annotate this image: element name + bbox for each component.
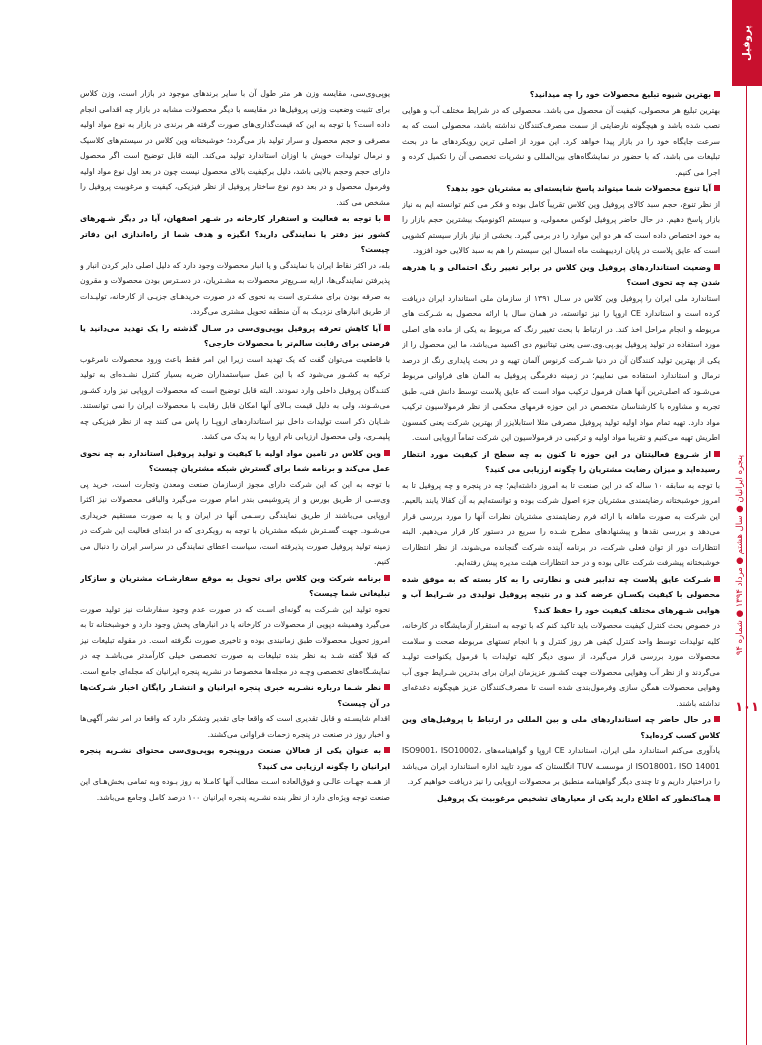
- question: [402, 712, 720, 743]
- answer-text: با قاطعیت می‌توان گفت که یک تهدید است زیرا این امر فقط باعث ورود محصولات نامرغوب ترکیه به کشـور می‌شود که با این عمل سیاستمداران ضربه بسیار کنترل نشـده‌ای به تولید کننـدگان پروفیل داخلی وارد نمودند. البته قابل توضیح است که محصولات اروپایی نیز وارد کشـور می‌شـوند، ولی به دلیل قیمت بـالای آنها امکان قابل رقابت با محصولات ایران را نمی توانستند. شـایان ذکر است تولیدات داخل نیز استانداردهای اروپـا را پاس می کنند چه از نظر فیزیکی چه پلیمـری، ولی محصول ارزیابی نام اروپا را به یدک می کشد.: [80, 354, 390, 441]
- question: [80, 321, 390, 352]
- section-tab-label: پروفیل: [741, 25, 753, 61]
- question: [402, 447, 720, 478]
- bullet-square-icon: [384, 215, 390, 221]
- bullet-square-icon: [714, 185, 720, 191]
- question-text: آیا تنوع محصولات شما میتواند پاسخ شایسته‌ای به مشتریان خود بدهد؟: [446, 184, 711, 193]
- question-text: از شـروع فعالیتتان در این حوزه تا کنون به چه سطح از کیفیت مورد انتظار رسیده‌اید و میزان رضایت مشتریان را چگونه ارزیابی می کنید؟: [402, 449, 720, 474]
- qa-block: [402, 447, 720, 571]
- question-text: شـرکت عایق پلاست چه تدابیر فنی و نظارتی را به کار بسته که به موفق شده محصولی با کیفیت یکسـان عرضه کند و در نتیجه پروفیل تولیدی در شـرایط آب و هوایی شـهرهای مختلف کیفیت خود را حفظ کند؟: [402, 574, 720, 615]
- answer-text: در خصوص بحث کنترل کیفیت محصولات باید تاکید کنم که با توجه به استقرار آزمایشگاه در کارخانه، کلیه تولیدات توسط واحد کنترل کیفی هر روز کنترل و با انجام تستهای مربوطه صحت و سلامت محصولات مورد بررسی قرار می‌گیرد، از سوی دیگر کلیه تولیدات با فرمول یکنواخت تولیـد می‌گردند و از نظر آب وهوایی محصولات جهت کشـور عزیزمان ایران برای بدترین شـرایط جوی آب وهوایی محصولات همگن سازی وفرمول‌بندی شده است تا مصرف‌کنندگان عزیز هیچگونه دغدغه‌ای نداشته باشند.: [402, 621, 720, 708]
- answer-text: از نظر تنوع، حجم سبد کالای پروفیل وین کلاس تقریباً کامل بوده و فکر می کنم توانسته ایم به نیاز بازار پاسخ دهیم. در حال حاضر پروفیل لوکس معمولی، و سیستم اکونومیک بیشترین حجم بازار را به خود اختصاص داده است که هر دو این موارد را در برمی گیرد. بخشی از نیاز بازار سیستم کشویی است که عایق پلاست در پایان اردیبهشت ماه امسال این سیستم را هم به سبد کالایی خود افزود.: [402, 199, 720, 255]
- answer-text: با توجه به این که این شرکت دارای مجوز ازسازمان صنعت ومعدن وتجارت است، خرید پی وی‌سـی از طریق بورس و از پتروشیمی بندر امام صورت می‌گیرد والباقی محصولات نیز اکثرا اروپایی می‌باشند از طریق نمایندگی رسـمی آنها در ایران و یا به صورت مستقیم خریداری می‌شـود. جهت گسـترش شبکه مشتریان با توجه به رویکردی که در ابتدای فعالیت این شرکت در زمینه تولید پروفیل صورت پذیرفته است، سیاست اعطای نمایندگی در سراسر ایران را دنبال می کنیم.: [80, 479, 390, 566]
- qa-block: [80, 211, 390, 320]
- question-text: هماکنطور که اطلاع دارید یکی از معیارهای تشخیص مرغوبیت یک پروفیل: [436, 793, 711, 803]
- question-text: وضعیت استانداردهای پروفیل وین کلاس در برابر تغییر رنگ احتمالی و یا هدرهه شدن چه چه تحوی است؟: [402, 262, 720, 287]
- question: [80, 446, 390, 477]
- question-text: با توجه به فعالیت و استقرار کارخانه در شـهر اصفهان، آیا در دیگر شـهرهای کشور نیز دفتر یا نمایندگی دارید؟ انگیزه و هدف شما از راه‌اندازی این دفاتر چیست؟: [80, 214, 390, 254]
- question-text: در حال حاضر چه استانداردهای ملی و بین المللی در ارتباط با پروفیل‌های وین کلاس کسب کرده‌اید؟: [402, 715, 720, 740]
- question-text: برنامه شرکت وین کلاس برای تحویل به موقع سفارشـات مشتریان و سازکار تبلیغاتی شما چیست؟: [80, 573, 390, 598]
- bullet-square-icon: [714, 264, 720, 270]
- question: [80, 571, 390, 602]
- answer-text: بله، در اکثر نقاط ایران با نمایندگی و یا انبار محصولات وجود دارد که دلیل اصلی دایر کردن انبار و پذیرفتن نمایندگی‌ها، ارایه سـریع‌تر محصولات به مشـتریان، در دسـترس بودن محصولات و مقرون به صرفه بودن برای مشـتری است به نحوی که در صورت خرید‌هـای جزیـی از کارخانه، تولیـدات از طریق انبارهای نزدیـک به آن منطقه تحویل مشتری می‌گردد.: [80, 260, 390, 316]
- qa-block: [80, 321, 390, 445]
- question-text: به عنوان یکی از فعالان صنعت درو‌پنجره یوپی‌وی‌سی محتوای نشـریه پنجره ایرانیان را چگونه ارزیابی می کنید؟: [80, 746, 390, 771]
- bullet-square-icon: [714, 576, 720, 582]
- qa-block: [402, 87, 720, 180]
- bullet-square-icon: [384, 450, 390, 456]
- answer-text: یوپی‌وی‌سی، مقایسه وزن هر متر طول آن با سایر برندهای موجود در بازار است، وزن کلاس برای تثبیت وضعیت وزنی پروفیل‌ها در مقایسه با دیگر محصولات مشابه در بازار چه اقدامی انجام داده است؟ با توجه به این که قیمت‌گذاری‌های صورت گرفته هر برندی در بازار به نوع مواد اولیه مصرفی و حجم محصول و سرار تولید باز می‌گردد؛ خوشبختانه وین کلاس در سیستم‌های کلاسیک و نرمال تولیدات خویش با اوزان استاندارد تولید می‌کند. البته قابل توضیح است اگر محصول دارای حجم وحجم بالایی باشد، دلیل برکیفیت بالای محصول نیست چون در بعد اول نوع مواد اولیه وفرمول محصول و در بعد دوم نوع ساختار پروفیل از نظر فیزیکی، کیفیت و مرغوبیت پروفیل را مشخص می کند.: [80, 89, 390, 207]
- qa-block: [402, 260, 720, 446]
- answer-text: بهترین تبلیغ هر محصولی، کیفیت آن محصول می باشد. محصولی که در شرایط مختلف آب و هوایی نصب شده باشد و هیچگونه نارضایتی از سمت مصرف‌کنندگان نداشته باشد، محصولی است که به سرعت جایگاه خود را در بازار پیدا خواهد کرد. این مورد از اصلی ترین رویکردهای ما در بحث تبلیغات می باشد، که با حضور در نمایشگاه‌های بین‌المللی و نشریات تخصصی آن را تکمیل کرده و اجرا می کنیم.: [402, 105, 720, 177]
- question-text: وین کلاس در تامین مواد اولیه با کیفیت و تولید پروفیل استاندارد به چه نحوی عمل می‌کند و برنامه شما برای گسترش شبکه مشتریان چیست؟: [80, 448, 390, 473]
- page-number: ۱۰۱: [735, 700, 759, 715]
- article-column-left: [80, 86, 390, 1021]
- answer-text: نحوه تولید این شـرکت به گونه‌ای اسـت که در صورت عدم وجود سفارشات نیز تولید صورت می‌گیرد وهمیشه دپویی از محصولات در کارخانه یا در انبارهای پخش وجود دارد و خوشبختانه تا به امروز تحویل محصولات طبق زمانبندی بوده و تاخیری صورت نگرفته است. در مقوله تبلیغات نیز که قبلا گفته شـد به نظر بنده تبلیغات به صورت تخصصی خیلی کارآمدتر می‌باشـد چه در نمایشـگاه‌های تخصصی وچـه در مجله‌ها مخصوصا در نشریه پنجره ایرانیان که مجله‌ای جامع است.: [80, 604, 390, 676]
- issue-info: پنجره ایرانیان ● سال هشتم ● مرداد ۱۳۹۴ ● شماره ۹۴: [735, 454, 745, 656]
- bullet-square-icon: [714, 451, 720, 457]
- question-text: آیا کاهش تعرفه پروفیل یوپی‌وی‌سی در سـال گذشته را یک تهدید می‌دانید یا فرصتی برای رقابت سالم‌تر با محصولات خارجی؟: [80, 323, 390, 348]
- qa-block: [80, 571, 390, 680]
- bullet-square-icon: [384, 684, 390, 690]
- section-tab: [732, 0, 762, 86]
- question: [80, 211, 390, 258]
- qa-block: [80, 743, 390, 805]
- question: [80, 680, 390, 711]
- qa-block: [402, 572, 720, 712]
- bullet-square-icon: [384, 575, 390, 581]
- qa-block: [80, 446, 390, 570]
- answer-text: از همـه جهـات عالـی و فوق‌العاده اسـت مطالب آنها کامـلا به روز بـوده وبه تمامی بخش‌هـای این صنعت توجه ویژه‌ای دارد از نظر بنده نشـریه پنجره ایرانیان ۱۰۰ درصد کامل وجامع می‌باشد.: [80, 777, 390, 802]
- question: [402, 87, 720, 103]
- bullet-square-icon: [384, 325, 390, 331]
- margin-rule: [746, 86, 747, 1045]
- answer-text: اقدام شایسـته و قابل تقدیری است که واقعا جای تقدیر وتشکر دارد که واقعا در امر نشر آگهی‌ها و اخبار روز در صنعت در پنجره زحمات فراوانی می‌کشند.: [80, 714, 390, 739]
- question: [402, 791, 720, 807]
- answer-text: با توجه به سابقه ۱۰ ساله که در این صنعت تا به امروز داشته‌ایم؛ چه در پنجره و چه پروفیل تا به امروز خوشبختانه رضایتمندی مشتریان جزء اصول شرکت بوده و توانسته‌ایم به آن کفالا یابند بالعیم. این شرکت به صورت ماهانه با ارائه فرم رضایتمندی مشتریان نظرات آنها را مورد بررسی قرار می‌دهد و بررسی نقدها و پیشنهادهای مطرح شـده را سریع در دستور کار قرار می‌دهیم. البته انتظارات دور از توان فعلی شرکت، در برنامه آینده شرکت گنجانده می‌شوند، از نظر انتظارات خوشبختانه پیشرفت شرکت عالی بوده و در حد انتظارات هیئت مدیره پیش رفته‌ایم.: [402, 480, 720, 567]
- answer-text: استاندارد ملی ایران را پروفیل وین کلاس در سـال ۱۳۹۱ از سازمان ملی استاندارد ایران دریافت کرده است و استاندارد CE اروپا را نیز توانسته، در همان سال با ارائه محصول به شـرکت های مربوطه و انجام مراحل اخذ کند. در ارتباط با بحث تغییر رنگ که مربوط به یکی از ماده های اصلی مورد استفاده در تولید پروفیل یو.پی.وی.سی یعنی تیتانیوم دی اکسید می‌باشد، ما این محصول را از یکی از بهترین تولید کنندگان آن در دنیا شـرکت کرنوس آلمان تهیه و در بحث پایداری رنگ از درصد نرمال و استاندارد استفاده می نماییم؛ در زمینه دفرمگی پروفیل به المان های فراوانی مربوط می‌شـود که اصلی‌ترین آنها همان فرمول ترکیب مواد است که عایق پلاست توسط دانش فنی، طبق تجربه و مشاوره با کارشناسان متخصص در این حوزه فرمهای محکمی از نظر فرمولاسیون ترکیب مواد دارد. تهیه تمام مواد اولیه تولید پروفیل مصرفی مثلا استابلایزر از بهترین شرکت یعنی کمسون اطریش تهیه می‌کنیم و تقریبا مواد اولیه و ترکیبی در فرمولاسیون این شرکت تماماً اروپایی است.: [402, 293, 720, 442]
- qa-block: [80, 680, 390, 742]
- question: [402, 572, 720, 619]
- article-column-right: [402, 86, 720, 1021]
- qa-block: [402, 712, 720, 790]
- bullet-square-icon: [714, 716, 720, 722]
- question: [402, 260, 720, 291]
- qa-block: [402, 791, 720, 807]
- question: [80, 743, 390, 774]
- qa-block: [402, 181, 720, 259]
- qa-block: [80, 86, 390, 210]
- bullet-square-icon: [714, 91, 720, 97]
- answer-text: یادآوری می‌کنم استاندارد ملی ایران، استاندارد CE اروپا و گواهینامه‌های ISO9001، ISO10002، ISO18001، ISO 14001 از موسسـه TUV انگلستان که مورد تایید اداره استاندارد ایران می‌باشد را دراختیار داریم و تا چندی دیگر گواهینامه منطبق بر محصولات اروپایی را نیز دریافت خواهیم کرد.: [402, 746, 720, 786]
- bullet-square-icon: [714, 795, 720, 801]
- question-text: بهترین شیوه تبلیغ محصولات خود را چه میدانید؟: [529, 90, 711, 99]
- bullet-square-icon: [384, 747, 390, 753]
- question-text: نظر شـما درباره نشـریه خبری پنجره ایرانیان و انتشـار رایگان اخبار شـرکت‌ها در آن چیست؟: [80, 683, 390, 708]
- question: [402, 181, 720, 197]
